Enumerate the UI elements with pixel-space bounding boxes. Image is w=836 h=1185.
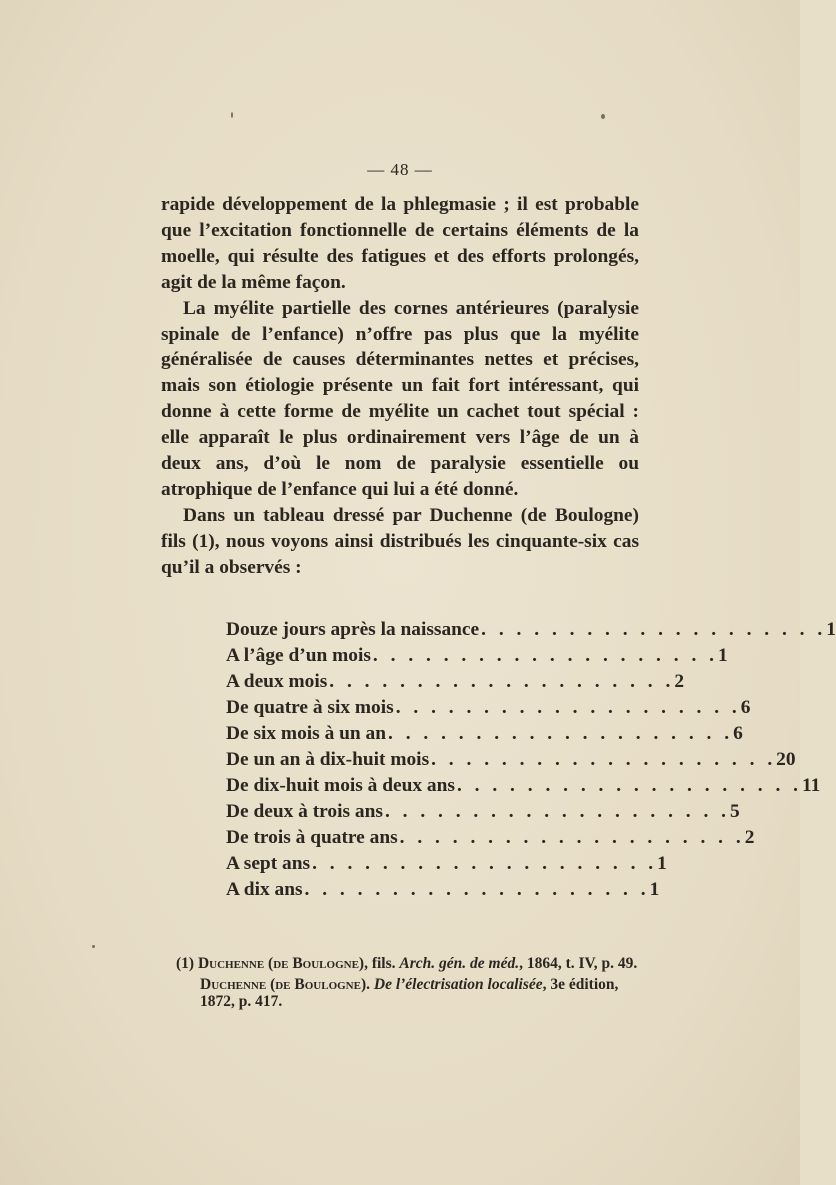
paper-speck xyxy=(601,114,605,119)
table-row xyxy=(226,721,743,747)
row-label: De dix-huit mois à deux ans xyxy=(226,775,455,796)
leader-dots: . . . . . . . . . . . . . . . . . . . . xyxy=(388,723,734,744)
row-value: 6 xyxy=(733,723,743,744)
footnote-title: De l’électrisation localisée xyxy=(373,976,543,993)
footnote-text: , 3e édition, 1872, p. 417. xyxy=(200,976,619,1010)
leader-dots: . . . . . . . . . . . . . . . . . . . . xyxy=(395,697,741,718)
paragraph-1: rapide développement de la phlegmasie ; il est probable que l’excitation fonctionnelle de certains éléments de la moelle, qui résulte des fatigues et des efforts prolongés, agit de la même façon. xyxy=(161,194,639,293)
table-row xyxy=(226,799,740,825)
footnote-author: Duchenne (de Boulogne) xyxy=(200,976,367,993)
row-label: A sept ans xyxy=(226,853,311,874)
row-value: 2 xyxy=(674,671,685,692)
footnote-text: , fils. xyxy=(364,955,400,972)
row-value: 11 xyxy=(802,775,821,796)
footnotes xyxy=(176,955,642,1014)
table-row xyxy=(226,877,660,903)
leader-dots: . . . . . . . . . . . . . . . . . . . . xyxy=(456,775,803,796)
row-label: De deux à trois ans xyxy=(226,801,383,822)
row-label: A l’âge d’un mois xyxy=(226,645,371,666)
table-row xyxy=(226,773,821,799)
row-label: De trois à quatre ans xyxy=(226,827,398,848)
leader-dots: . . . . . . . . . . . . . . . . . . . . xyxy=(481,619,827,640)
row-label: De un an à dix-huit mois xyxy=(226,749,430,770)
page-number: — 48 — xyxy=(367,160,433,179)
paper-speck xyxy=(92,945,95,948)
row-value: 6 xyxy=(740,697,751,718)
row-value: 1 xyxy=(717,645,728,666)
row-label: A dix ans xyxy=(226,879,303,900)
paper-speck xyxy=(231,112,233,118)
age-distribution-table xyxy=(226,617,836,903)
footnote-text: . xyxy=(366,976,374,993)
row-label: Douze jours après la naissance xyxy=(226,619,480,640)
row-value: 2 xyxy=(744,827,755,848)
table-row xyxy=(226,669,685,695)
table-row xyxy=(226,747,796,773)
body-text xyxy=(161,192,639,581)
leader-dots: . . . . . . . . . . . . . . . . . . . . xyxy=(329,671,675,692)
row-value: 1 xyxy=(657,853,667,874)
leader-dots: . . . . . . . . . . . . . . . . . . . . xyxy=(399,827,745,848)
row-value: 1 xyxy=(649,879,660,900)
footnote-title: Arch. gén. de méd. xyxy=(399,955,520,972)
row-value: 5 xyxy=(730,801,740,822)
row-label: De quatre à six mois xyxy=(226,697,394,718)
table-row xyxy=(226,643,728,669)
leader-dots: . . . . . . . . . . . . . . . . . . . . xyxy=(312,853,658,874)
footnote-text: , 1864, t. IV, p. 49. xyxy=(519,955,638,972)
paragraph-3: Dans un tableau dressé par Duchenne (de Boulogne) fils (1), nous voyons ainsi distribués les cinquante-six cas qu’il a observés : xyxy=(161,504,639,578)
table-row xyxy=(226,695,751,721)
row-value: 1 xyxy=(826,619,836,640)
footnote-marker: (1) xyxy=(176,955,195,972)
leader-dots: . . . . . . . . . . . . . . . . . . . . xyxy=(431,749,777,770)
leader-dots: . . . . . . . . . . . . . . . . . . . . xyxy=(304,879,650,900)
footnote-2 xyxy=(176,976,642,1010)
row-label: De six mois à un an xyxy=(226,723,387,744)
row-value: 20 xyxy=(776,749,796,770)
table-row xyxy=(226,851,667,877)
leader-dots: . . . . . . . . . . . . . . . . . . . . xyxy=(372,645,718,666)
table-row xyxy=(226,825,755,851)
paragraph-2: La myélite partielle des cornes antérieures (paralysie spinale de l’enfance) n’offre pas plus que la myélite généralisée de causes déterminantes nettes et précises, mais son étiologie présente un fait fort intéressant, qui donne à cette forme de myélite un cachet tout spécial : elle apparaît le plus ordinairement vers l’âge de un à deux ans, d’où le nom de paralysie essentielle ou atrophique de l’enfance qui lui a été donné. xyxy=(161,297,639,500)
footnote-1 xyxy=(176,955,642,972)
footnote-author: Duchenne (de Boulogne) xyxy=(197,955,365,972)
leader-dots: . . . . . . . . . . . . . . . . . . . . xyxy=(384,801,730,822)
row-label: A deux mois xyxy=(226,671,328,692)
table-row xyxy=(226,617,836,643)
